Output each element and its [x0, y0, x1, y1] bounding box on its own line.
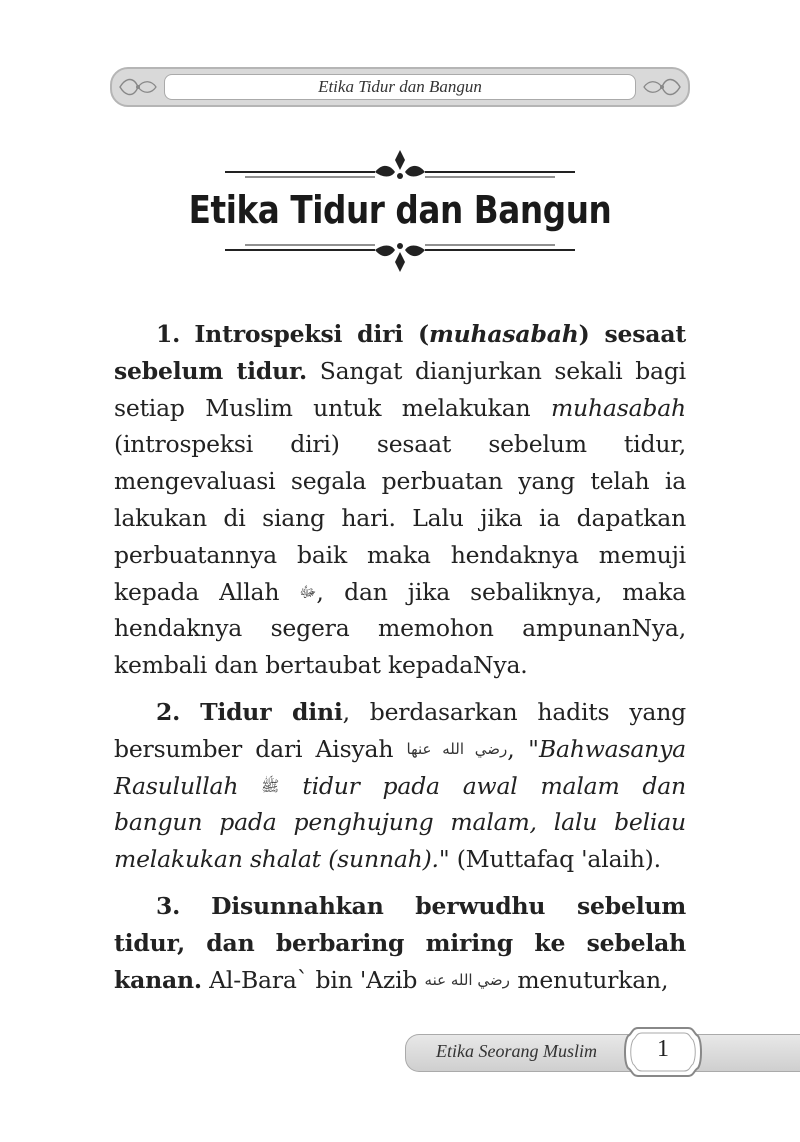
item-number: 3. — [156, 891, 181, 920]
honorific-ra: رضي الله عنها — [406, 739, 508, 758]
list-item: 1. Introspeksi diri (muhasabah) sesaat sebelum tidur. Sangat dianjurkan sekali bagi setiap Muslim untuk melakukan muhasabah (introspeksi diri) sesaat sebelum tidur, mengevaluasi segala perbuatan yang telah ia lakukan di siang hari. Lalu jika ia dapatkan perbuatannya baik maka hendaknya memuji kepada Allah ﷻ, dan jika sebaliknya, maka hendaknya segera memohon ampunanNya, kembali dan bertaubat kepadaNya. — [114, 320, 687, 680]
page-number: 1 — [657, 1036, 669, 1062]
item-heading: Disunnahkan berwudhu sebelum tidur, dan berbaring miring ke sebelah kanan. — [114, 891, 686, 994]
honorific-swt: ﷻ — [299, 582, 317, 601]
chapter-title: Etika Tidur dan Bangun — [188, 188, 612, 232]
footer-bar — [405, 1034, 800, 1072]
item-heading: Tidur dini — [200, 697, 343, 726]
title-divider-ornament-icon — [225, 148, 575, 182]
title-divider-ornament-icon — [225, 240, 575, 274]
running-header-title: Etika Tidur dan Bangun — [318, 77, 482, 96]
body-text — [114, 316, 686, 1008]
item-number: 1. — [156, 320, 181, 348]
list-item: 3. Disunnahkan berwudhu sebelum tidur, dan berbaring miring ke sebelah kanan. Al-Bara` bin 'Azib رضي الله عنه menuturkan, — [114, 891, 686, 994]
footer-book-title: Etika Seorang Muslim — [436, 1041, 597, 1061]
running-header-panel — [164, 74, 636, 100]
flourish-ornament-icon — [640, 75, 684, 99]
list-item: 2. Tidur dini, berdasarkan hadits yang bersumber dari Aisyah رضي الله عنها, "Bahwasanya Rasulullah ﷺ tidur pada awal malam dan bangun pada penghujung malam, lalu beliau melakukan shalat (sunnah)." (Muttafaq 'alaih). — [114, 697, 686, 874]
item-heading: Introspeksi diri (muhasabah) sesaat sebelum tidur. — [114, 320, 687, 385]
item-number: 2. — [156, 697, 181, 726]
honorific-ra: رضي الله عنه — [424, 970, 510, 989]
chapter-title-block — [0, 148, 800, 278]
honorific-saw: ﷺ — [261, 776, 280, 795]
flourish-ornament-icon — [116, 75, 160, 99]
running-header — [110, 67, 690, 107]
